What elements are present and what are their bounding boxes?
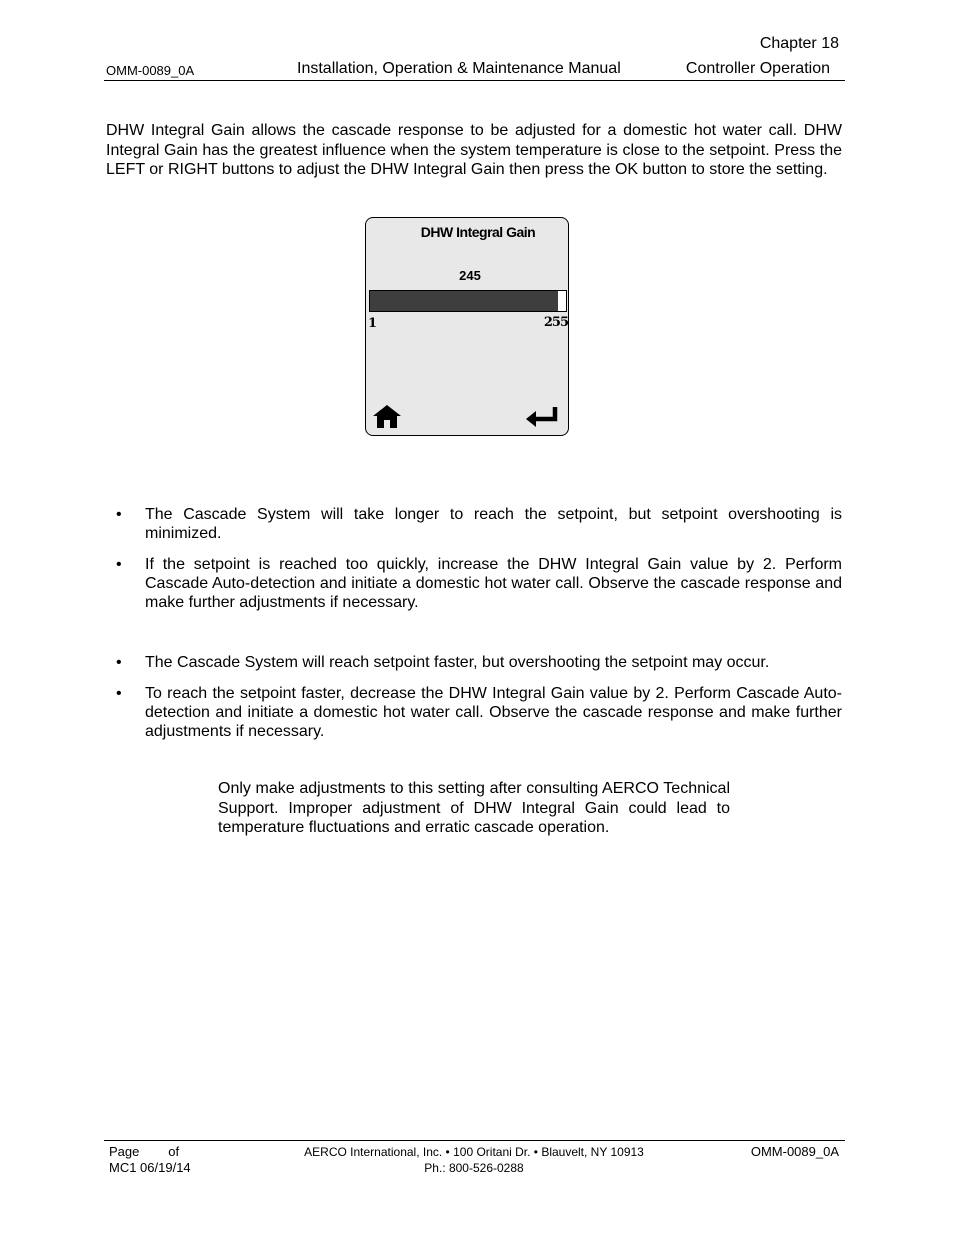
header-divider — [104, 80, 845, 81]
manual-title: Installation, Operation & Maintenance Manual — [297, 60, 621, 77]
gain-slider-fill — [370, 291, 558, 311]
header-doc-id: OMM-0089_0A — [106, 63, 195, 78]
intro-paragraph: DHW Integral Gain allows the cascade response to be adjusted for a domestic hot water call. DHW Integral Gain has the greatest influence when the system temperature is close to the setpoint. Press the LEFT or RIGHT buttons to adjust the DHW Integral Gain then press the OK button to store the setting. — [106, 122, 842, 178]
home-icon[interactable] — [372, 403, 402, 429]
company-phone: Ph.: 800-526-0288 — [424, 1161, 524, 1175]
back-icon[interactable] — [524, 403, 560, 429]
company-address: AERCO International, Inc. • 100 Oritani Dr. • Blauvelt, NY 10913 — [304, 1145, 644, 1159]
footer-divider — [104, 1140, 845, 1141]
section-title: Controller Operation — [685, 60, 830, 77]
page-label: Page of — [109, 1144, 180, 1159]
revision-label: MC1 06/19/14 — [109, 1160, 191, 1175]
increase-gain-bullets — [106, 505, 842, 612]
decrease-gain-bullets — [106, 653, 842, 741]
list-item: • To reach the setpoint faster, decrease the DHW Integral Gain value by 2. Perform Cascade Auto-detection and initiate a domestic hot water call. Observe the cascade response and make further adjustments if necessary. — [106, 684, 842, 741]
list-item: • The Cascade System will reach setpoint faster, but overshooting the setpoint may occur. — [106, 653, 842, 672]
footer-doc-id: OMM-0089_0A — [750, 1144, 839, 1159]
list-item: • If the setpoint is reached too quickly, increase the DHW Integral Gain value by 2. Perform Cascade Auto-detection and initiate a domestic hot water call. Observe the cascade response and make further adjustments if necessary. — [106, 555, 842, 612]
list-item: • The Cascade System will take longer to reach the setpoint, but setpoint overshooting is minimized. — [106, 505, 842, 543]
gain-slider-track[interactable] — [369, 290, 567, 312]
chapter-label: Chapter 18 — [759, 35, 839, 52]
gain-value: 245 — [459, 268, 481, 283]
slider-max-label: 255 — [543, 315, 568, 330]
screen-title: DHW Integral Gain — [420, 224, 536, 240]
caution-note: Only make adjustments to this setting after consulting AERCO Technical Support. Improper adjustment of DHW Integral Gain could lead to temperature fluctuations and erratic cascade operation. — [218, 780, 730, 836]
slider-min-label: 1 — [368, 316, 378, 331]
